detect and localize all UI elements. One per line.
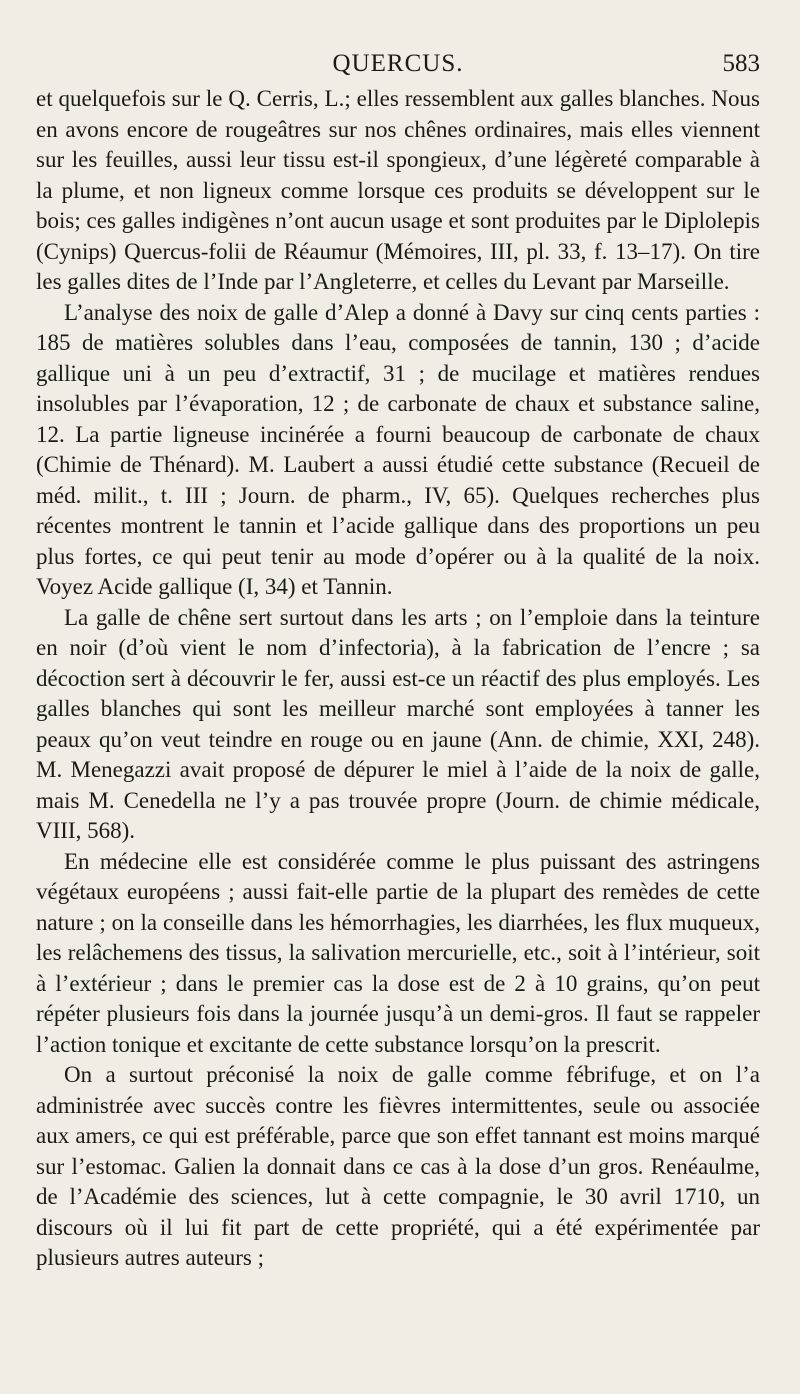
paragraph-galls-origin: et quelquefois sur le Q. Cerris, L.; elles ressemblent aux galles blanches. Nous en avons encore de rougeâtres sur nos chênes ordinaires, mais elles viennent sur les feuilles, aussi leur tissu est-il spongieux, d’une légèreté comparable à la plume, et non ligneux comme lorsque ces produits se développent sur le bois; ces galles indigènes n’ont aucun usage et sont produites par le Diplolepis (Cynips) Quercus-folii de Réaumur (Mémoires, III, pl. 33, f. 13–17). On tire les galles dites de l’Inde par l’Angleterre, et celles du Levant par Marseille. <box>36 86 760 294</box>
paragraph-chemical-analysis: L’analyse des noix de galle d’Alep a donné à Davy sur cinq cents parties : 185 de matières solubles dans l’eau, composées de tannin, 130 ; d’acide gallique uni à un peu d’extractif, 31 ; de mucilage et matières rendues insolubles par l’évaporation, 12 ; de carbonate de chaux et substance saline, 12. La partie ligneuse incinérée a fourni beaucoup de carbonate de chaux (Chimie de Thénard). M. Laubert a aussi étudié cette substance (Recueil de méd. milit., t. III ; Journ. de pharm., IV, 65). Quelques recherches plus récentes montrent le tannin et l’acide gallique dans des proportions un peu plus fortes, ce qui peut tenir au mode d’opérer ou à la qualité de la noix. Voyez Acide gallique (I, 34) et Tannin. <box>36 299 760 599</box>
paragraph-uses-in-arts: La galle de chêne sert surtout dans les arts ; on l’emploie dans la teinture en noir (d’où vient le nom d’infectoria), à la fabrication de l’encre ; sa décoction sert à découvrir le fer, aussi est-ce un réactif des plus employés. Les galles blanches qui sont les meilleur marché sont employées à tanner les peaux qu’on veut teindre en rouge ou en jaune (Ann. de chimie, XXI, 248). M. Menegazzi avait proposé de dépurer le miel à l’aide de la noix de galle, mais M. Cenedella ne l’y a pas trouvée propre (Journ. de chimie médicale, VIII, 568). <box>36 604 760 843</box>
running-title: QUERCUS. <box>332 50 464 77</box>
paragraph-medical-use: En médecine elle est considérée comme le plus puissant des astringens végétaux européens ; aussi fait-elle partie de la plupart des remèdes de cette nature ; on la conseille dans les hémorrhagies, les diarrhées, les flux muqueux, les relâchemens des tissus, la salivation mercurielle, etc., soit à l’intérieur, soit à l’extérieur ; dans le premier cas la dose est de 2 à 10 grains, qu’on peut répéter plusieurs fois dans la journée jusqu’à un demi-gros. Il faut se rappeler l’action tonique et excitante de cette substance lorsqu’on la prescrit. <box>36 848 760 1057</box>
page-number: 583 <box>722 50 760 77</box>
body-text <box>36 84 760 1274</box>
paragraph-febrifuge: On a surtout préconisé la noix de galle comme fébrifuge, et on l’a administrée avec succès contre les fièvres intermittentes, seule ou associée aux amers, ce qui est préférable, parce que son effet tannant est moins marqué sur l’estomac. Galien la donnait dans ce cas à la dose d’un gros. Renéaulme, de l’Académie des sciences, lut à cette compagnie, le 30 avril 1710, un discours où il lui fit part de cette propriété, qui a été expérimentée par plusieurs autres auteurs ; <box>36 1062 760 1270</box>
running-head <box>36 44 760 84</box>
